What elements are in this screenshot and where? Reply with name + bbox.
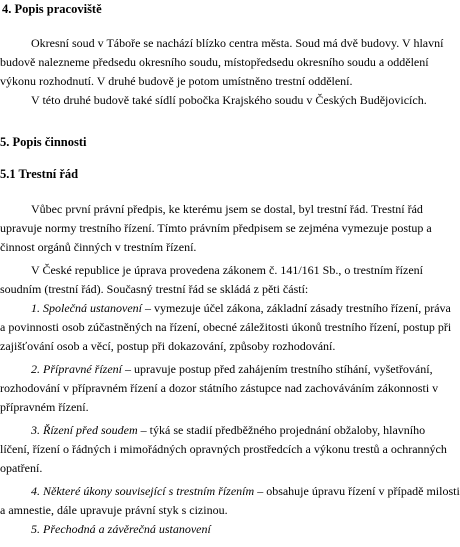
part-line: a povinnosti osob zúčastněných na řízení, obecné záležitosti úkonů trestního řízení, postup při xyxy=(0,320,452,334)
paragraph-line: činnost orgánů činných v trestním řízení. xyxy=(0,240,197,254)
part-2-title: 2. Přípravné řízení xyxy=(31,362,122,376)
section-4-line: Okresní soud v Táboře se nachází blízko centra města. Soud má dvě budovy. V hlavní xyxy=(31,36,444,50)
part-4-text: – obsahuje úpravu řízení v případě milosti xyxy=(254,484,460,498)
part-2-text: – upravuje postup před zahájením trestního stíhání, vyšetřování, xyxy=(122,362,433,376)
paragraph-line: upravuje normy trestního řízení. Tímto právním předpisem se zejména vymezuje postup a xyxy=(0,221,432,235)
section-4-line: budově nalezneme předsedu okresního soudu, místopředsedu okresního soudu a oddělení xyxy=(0,55,429,69)
part-line: opatření. xyxy=(0,461,43,475)
part-line: zajišťování osob a věcí, postup při dokazování, způsoby rozhodování. xyxy=(0,339,336,353)
paragraph-line: Vůbec první právní předpis, ke kterému jsem se dostal, byl trestní řád. Trestní řád xyxy=(31,202,423,216)
section-4-heading: 4. Popis pracoviště xyxy=(2,2,102,16)
part-1-title: 1. Společná ustanovení xyxy=(31,301,142,315)
part-3-text: – týká se stadií předběžného projednání obžaloby, hlavního xyxy=(137,423,426,437)
part-2-line xyxy=(31,362,433,376)
paragraph-line: soudním (trestní řád). Současný trestní řád se skládá z pěti částí: xyxy=(0,282,309,296)
paragraph-line: V České republice je úprava provedena zákonem č. 141/161 Sb., o trestním řízení xyxy=(31,263,423,277)
section-5-1-heading: 5.1 Trestní řád xyxy=(0,167,79,181)
section-5-heading: 5. Popis činnosti xyxy=(0,135,87,149)
part-4-line xyxy=(31,484,460,498)
section-4-line: výkonu rozhodnutí. V druhé budově je potom umístněno trestní oddělení. xyxy=(0,74,353,88)
part-3-title: 3. Řízení před soudem xyxy=(31,423,138,437)
part-line: rozhodování v přípravném řízení a dozor státního zástupce nad zachováváním zákonnosti v xyxy=(0,381,439,395)
part-1-text: – vymezuje účel zákona, základní zásady trestního řízení, práva xyxy=(141,301,451,315)
part-5-title: 5. Přechodná a závěrečná ustanovení xyxy=(31,522,211,536)
part-5-line xyxy=(31,522,211,536)
part-line: líčení, řízení o řádných i mimořádných opravných prostředcích a výkonu trestů a ochranných xyxy=(0,442,447,456)
part-line: a amnestie, dále upravuje právní styk s cizinou. xyxy=(0,503,228,517)
part-line: přípravném řízení. xyxy=(0,400,89,414)
part-4-title: 4. Některé úkony související s trestním řízením xyxy=(31,484,255,498)
part-3-line xyxy=(31,423,425,437)
part-1-line xyxy=(31,301,451,315)
section-4-line: V této druhé budově také sídlí pobočka Krajského soudu v Českých Budějovicích. xyxy=(31,93,427,107)
